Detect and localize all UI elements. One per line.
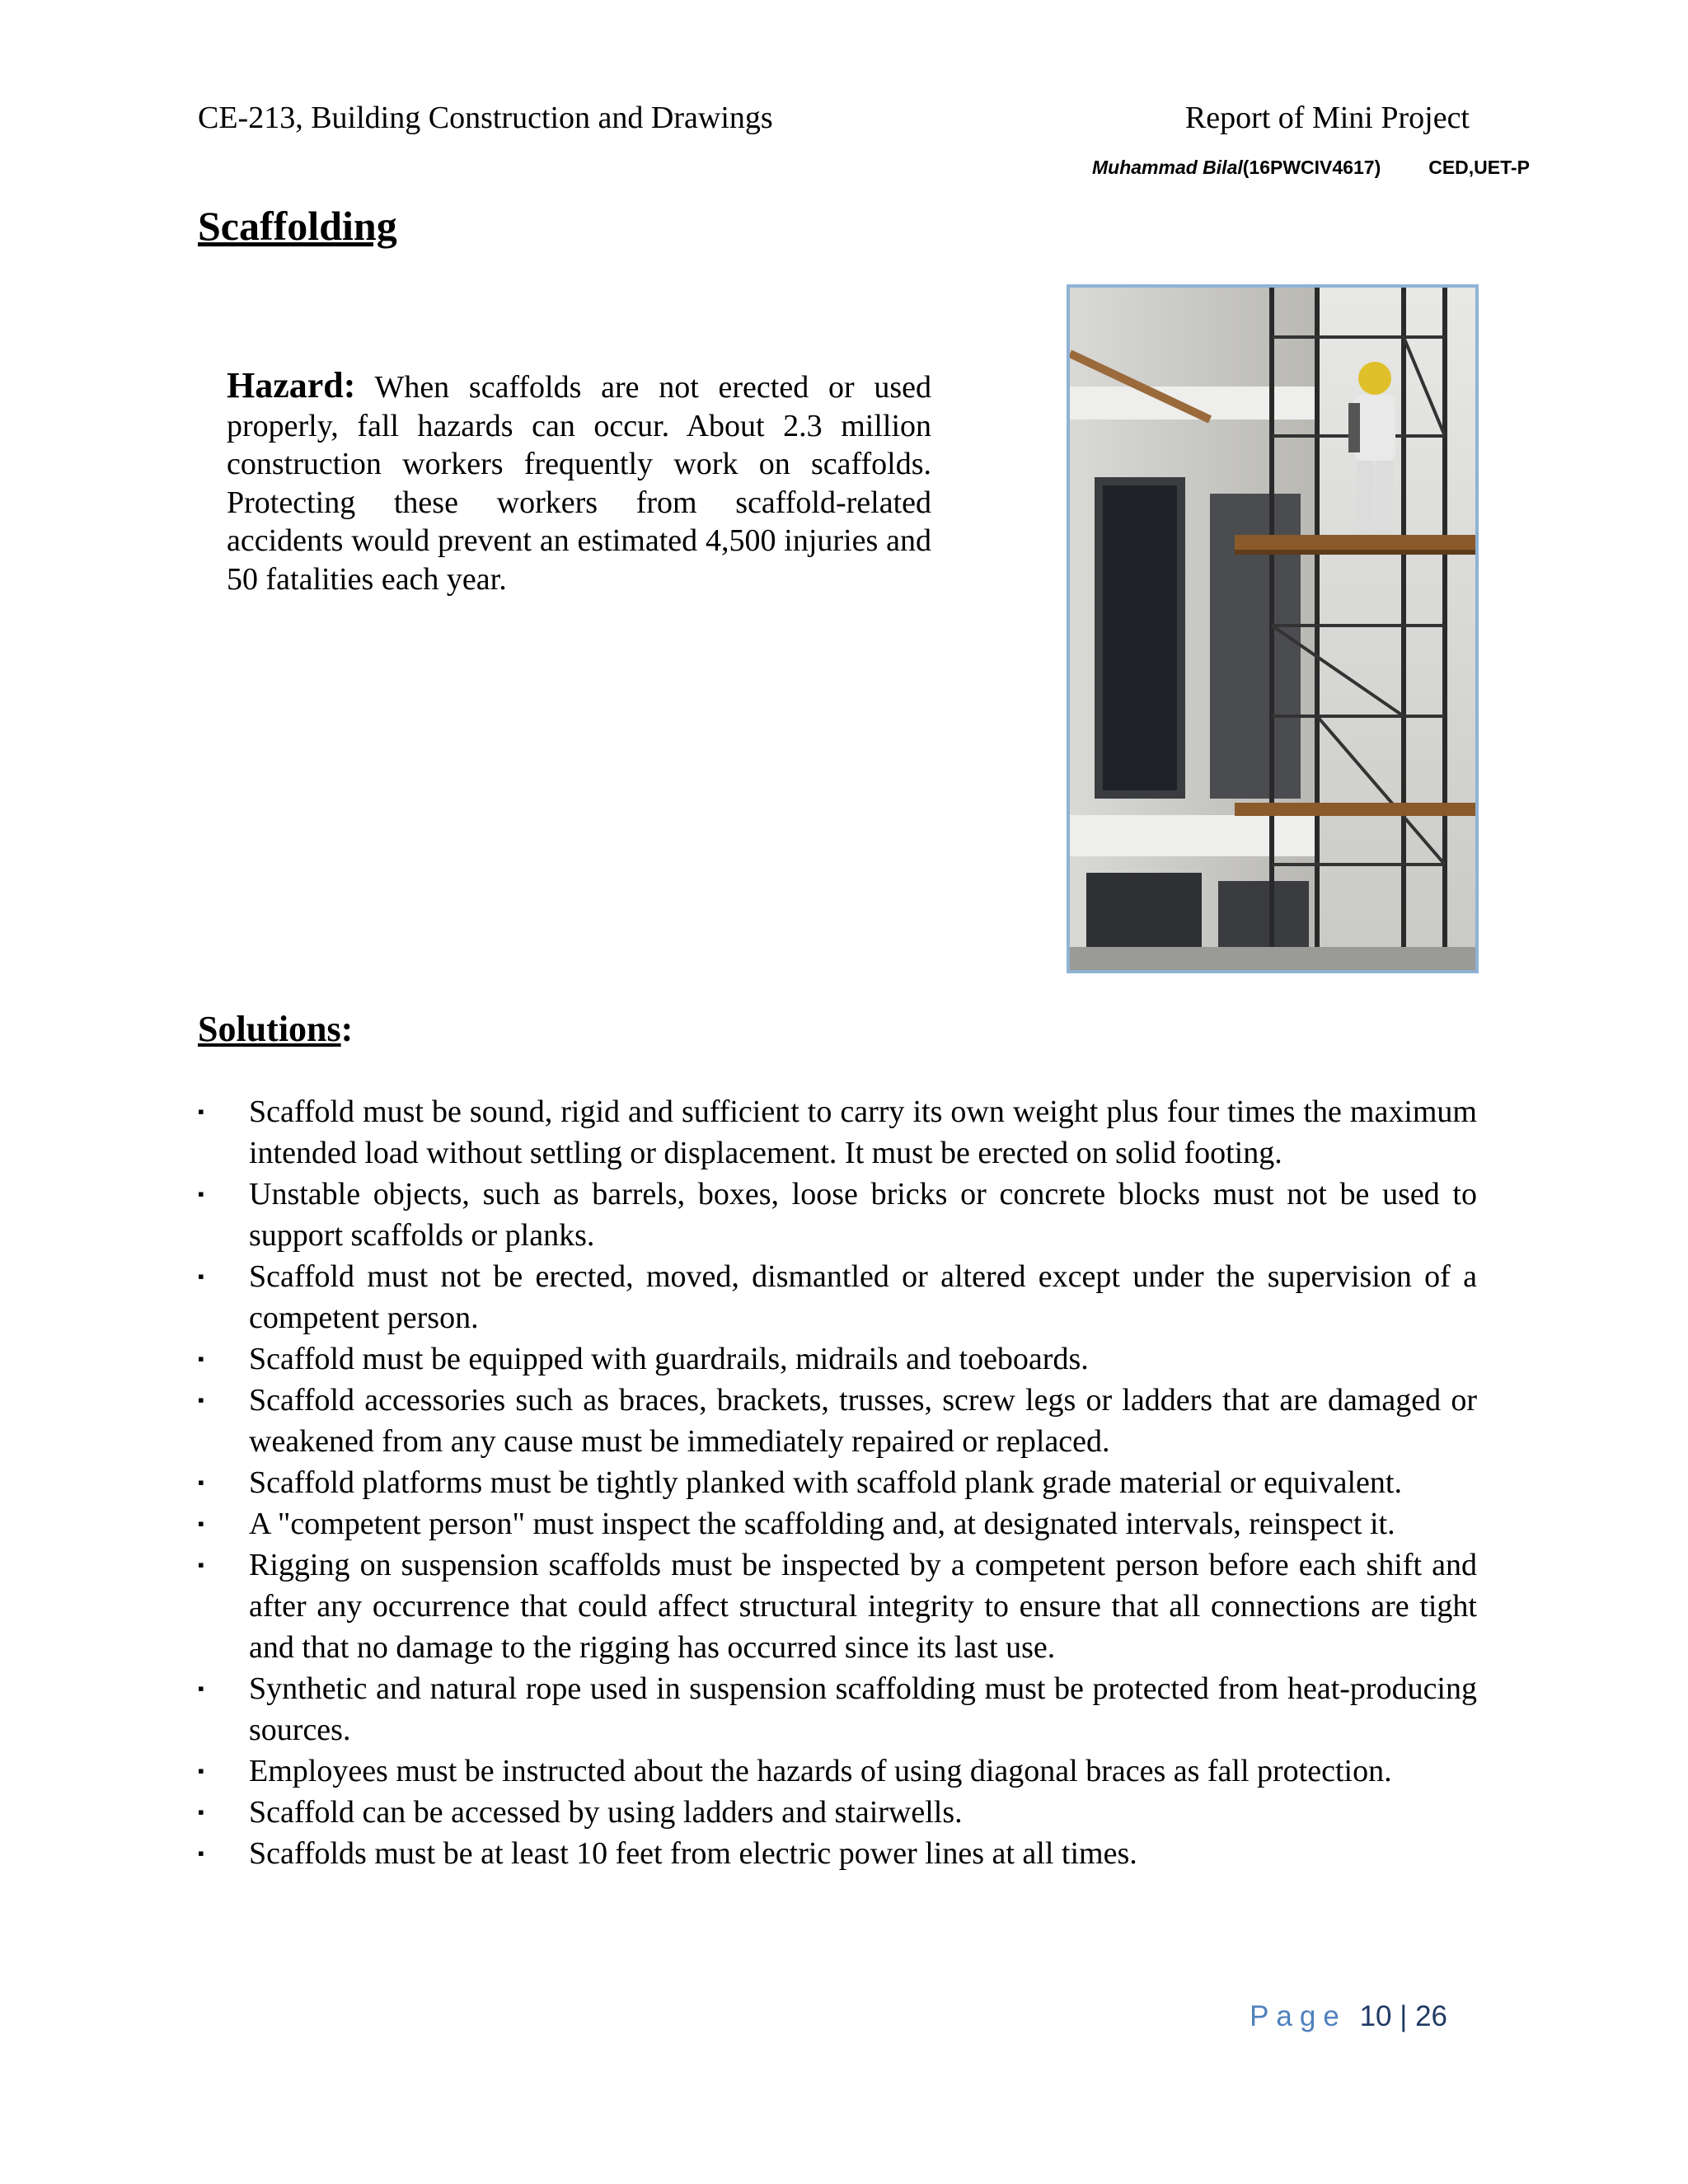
scaffolding-photo — [1067, 284, 1479, 973]
page-footer — [1250, 1998, 1447, 2036]
list-item-text: Synthetic and natural rope used in suspension scaffolding must be protected from heat-producing sources. — [249, 1671, 1477, 1747]
bullet-icon: ▪ — [198, 1802, 204, 1822]
bullet-icon: ▪ — [198, 1390, 204, 1410]
bullet-icon: ▪ — [198, 1266, 204, 1286]
solutions-list — [198, 1091, 1477, 1874]
hazard-paragraph — [227, 367, 931, 598]
list-item — [198, 1380, 1477, 1462]
list-item — [198, 1792, 1477, 1833]
list-item — [198, 1544, 1477, 1668]
list-item-text: Scaffold accessories such as braces, brackets, trusses, screw legs or ladders that are damaged or weakened from any cause must be immediately repaired or replaced. — [249, 1383, 1477, 1459]
hazard-label: Hazard: — [227, 365, 356, 405]
list-item-text: Scaffold must not be erected, moved, dismantled or altered except under the supervision of a competent person. — [249, 1259, 1477, 1335]
list-item — [198, 1256, 1477, 1338]
list-item — [198, 1833, 1477, 1874]
author-name: Muhammad Bilal — [1092, 157, 1243, 178]
list-item-text: A "competent person" must inspect the scaffolding and, at designated intervals, reinspect it. — [249, 1507, 1395, 1541]
list-item-text: Scaffolds must be at least 10 feet from electric power lines at all times. — [249, 1836, 1137, 1871]
bullet-icon: ▪ — [198, 1843, 204, 1863]
footer-page-number: 10 — [1359, 2000, 1392, 2032]
list-item-text: Employees must be instructed about the hazards of using diagonal braces as fall protection. — [249, 1754, 1392, 1788]
bullet-icon: ▪ — [198, 1348, 204, 1369]
list-item — [198, 1174, 1477, 1256]
list-item-text: Scaffold must be sound, rigid and sufficient to carry its own weight plus four times the maximum intended load without settling or displacement. It must be erected on solid footing. — [249, 1094, 1477, 1170]
header-course: CE-213, Building Construction and Drawings — [198, 101, 773, 135]
list-item — [198, 1750, 1477, 1792]
hazard-text: When scaffolds are not erected or used properly, fall hazards can occur. About 2.3 million construction workers frequently work on scaffolds. Protecting these workers from scaffold-related accidents would prevent an estimated 4,500 injuries and 50 fatalities each year. — [227, 370, 931, 597]
list-item-text: Scaffold platforms must be tightly planked with scaffold plank grade material or equivalent. — [249, 1465, 1402, 1500]
footer-page-word: Page — [1250, 2000, 1347, 2032]
list-item — [198, 1503, 1477, 1544]
author-line — [1092, 155, 1530, 180]
bullet-icon: ▪ — [198, 1554, 204, 1575]
list-item — [198, 1338, 1477, 1380]
list-item — [198, 1668, 1477, 1750]
solutions-heading — [198, 1005, 353, 1053]
header-report-title: Report of Mini Project — [1184, 101, 1470, 135]
author-reg-no: (16PWCIV4617) — [1242, 157, 1381, 178]
bullet-icon: ▪ — [198, 1183, 204, 1204]
list-item-text: Unstable objects, such as barrels, boxes, loose bricks or concrete blocks must not be used to support scaffolds or planks. — [249, 1177, 1477, 1253]
footer-page-total: 26 — [1415, 2000, 1447, 2032]
solutions-heading-text: Solutions — [198, 1009, 341, 1049]
section-title: Scaffolding — [198, 203, 397, 249]
list-item-text: Rigging on suspension scaffolds must be inspected by a competent person before each shift and after any occurrence that could affect structural integrity to ensure that all connections are tight and that no damage to the rigging has occurred since its last use. — [249, 1548, 1477, 1665]
footer-separator: | — [1400, 2000, 1408, 2032]
list-item — [198, 1462, 1477, 1503]
scaffolding-photo-illustration — [1070, 288, 1475, 970]
bullet-icon: ▪ — [198, 1101, 204, 1122]
list-item — [198, 1091, 1477, 1174]
list-item-text: Scaffold can be accessed by using ladders and stairwells. — [249, 1795, 963, 1830]
bullet-icon: ▪ — [198, 1760, 204, 1781]
list-item-text: Scaffold must be equipped with guardrails, midrails and toeboards. — [249, 1342, 1089, 1376]
author-dept: CED,UET-P — [1428, 157, 1530, 178]
bullet-icon: ▪ — [198, 1513, 204, 1534]
solutions-heading-colon: : — [340, 1009, 354, 1049]
bullet-icon: ▪ — [198, 1678, 204, 1699]
bullet-icon: ▪ — [198, 1472, 204, 1493]
